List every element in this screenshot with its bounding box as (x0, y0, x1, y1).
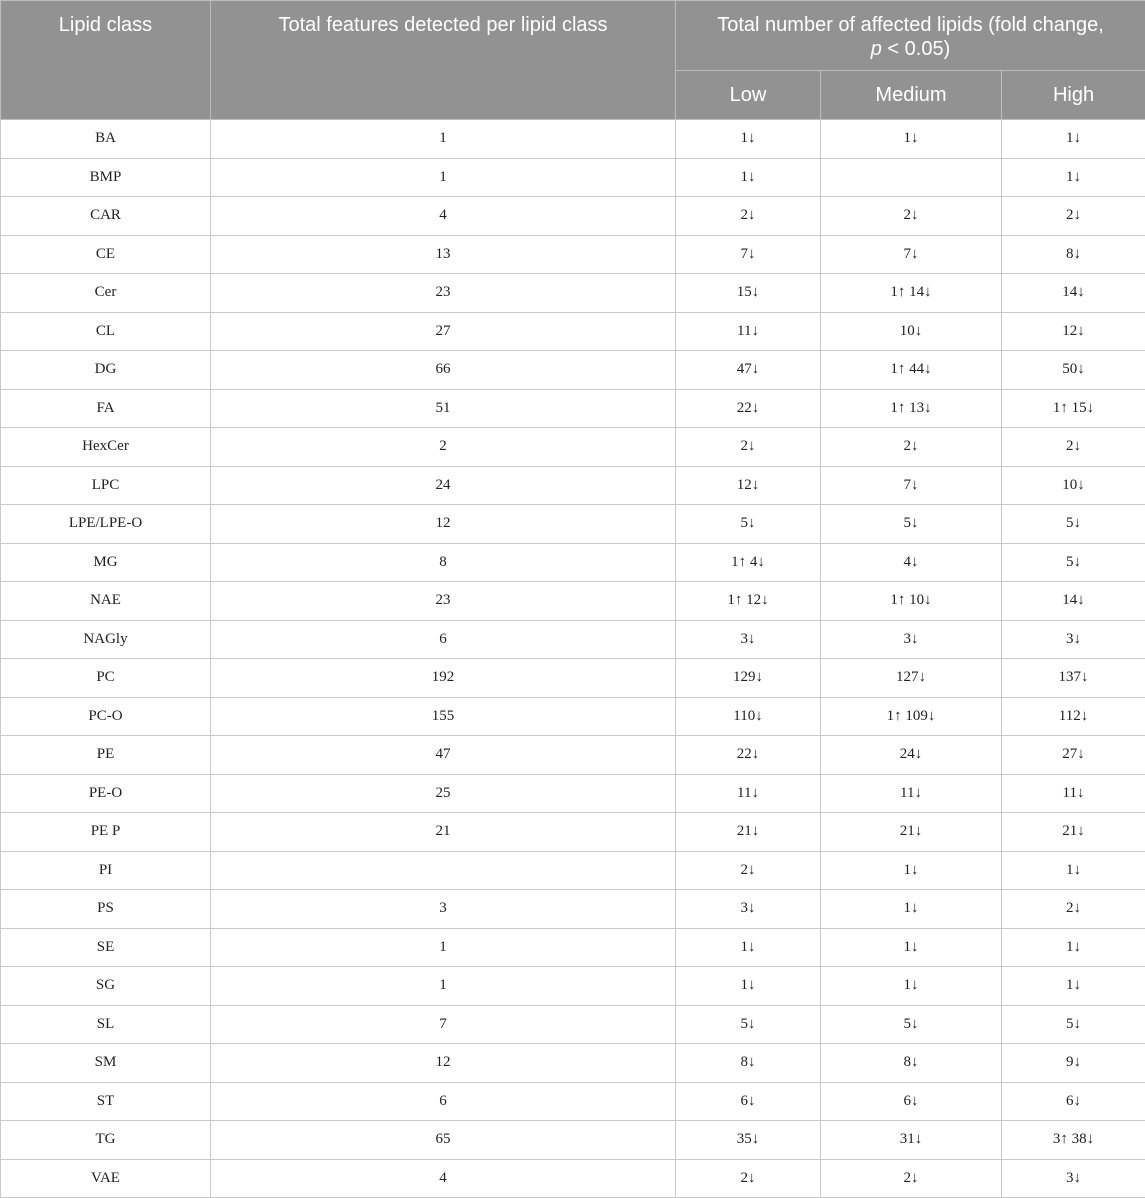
cell-lipid-class: SL (1, 1005, 211, 1044)
cell-high: 5↓ (1002, 1005, 1145, 1044)
cell-total-features: 65 (211, 1121, 676, 1160)
cell-medium: 5↓ (821, 505, 1002, 544)
cell-high: 3↓ (1002, 1159, 1145, 1198)
table-row (1, 505, 1145, 544)
cell-high: 21↓ (1002, 813, 1145, 852)
cell-medium: 4↓ (821, 543, 1002, 582)
header-affected-rest: < 0.05) (882, 38, 950, 60)
cell-total-features: 3 (211, 890, 676, 929)
cell-low: 129↓ (676, 659, 821, 698)
cell-medium: 7↓ (821, 235, 1002, 274)
cell-medium: 2↓ (821, 197, 1002, 236)
cell-total-features: 23 (211, 274, 676, 313)
table-row (1, 235, 1145, 274)
cell-low: 1↓ (676, 967, 821, 1006)
cell-medium: 24↓ (821, 736, 1002, 775)
cell-high: 2↓ (1002, 428, 1145, 467)
cell-low: 12↓ (676, 466, 821, 505)
cell-low: 2↓ (676, 428, 821, 467)
cell-low: 35↓ (676, 1121, 821, 1160)
cell-low: 11↓ (676, 312, 821, 351)
cell-total-features: 6 (211, 1082, 676, 1121)
cell-lipid-class: PC-O (1, 697, 211, 736)
cell-total-features: 66 (211, 351, 676, 390)
cell-medium: 6↓ (821, 1082, 1002, 1121)
cell-high: 14↓ (1002, 274, 1145, 313)
cell-lipid-class: PE P (1, 813, 211, 852)
header-lipid-class: Lipid class (1, 1, 211, 120)
table-row (1, 120, 1145, 159)
table-row (1, 389, 1145, 428)
cell-lipid-class: SE (1, 928, 211, 967)
header-row-1 (1, 1, 1145, 71)
header-low: Low (676, 70, 821, 119)
cell-total-features: 4 (211, 1159, 676, 1198)
header-high: High (1002, 70, 1145, 119)
table-row (1, 928, 1145, 967)
cell-medium: 5↓ (821, 1005, 1002, 1044)
cell-total-features: 1 (211, 928, 676, 967)
cell-high: 10↓ (1002, 466, 1145, 505)
table-row (1, 1044, 1145, 1083)
cell-medium: 2↓ (821, 1159, 1002, 1198)
table-row (1, 967, 1145, 1006)
cell-medium: 8↓ (821, 1044, 1002, 1083)
cell-lipid-class: ST (1, 1082, 211, 1121)
cell-medium: 10↓ (821, 312, 1002, 351)
table-row (1, 890, 1145, 929)
cell-total-features: 47 (211, 736, 676, 775)
cell-low: 1↑ 4↓ (676, 543, 821, 582)
cell-low: 22↓ (676, 389, 821, 428)
header-affected-p: p (871, 38, 882, 60)
cell-high: 3↓ (1002, 620, 1145, 659)
cell-medium: 1↓ (821, 967, 1002, 1006)
cell-medium: 1↑ 44↓ (821, 351, 1002, 390)
cell-lipid-class: MG (1, 543, 211, 582)
cell-lipid-class: TG (1, 1121, 211, 1160)
cell-lipid-class: PE-O (1, 774, 211, 813)
cell-medium: 31↓ (821, 1121, 1002, 1160)
cell-lipid-class: FA (1, 389, 211, 428)
cell-low: 1↓ (676, 120, 821, 159)
table-row (1, 582, 1145, 621)
cell-low: 15↓ (676, 274, 821, 313)
cell-medium: 1↓ (821, 120, 1002, 159)
cell-low: 11↓ (676, 774, 821, 813)
cell-high: 1↑ 15↓ (1002, 389, 1145, 428)
cell-total-features: 24 (211, 466, 676, 505)
cell-high: 2↓ (1002, 890, 1145, 929)
cell-high: 1↓ (1002, 158, 1145, 197)
cell-high: 6↓ (1002, 1082, 1145, 1121)
cell-lipid-class: BMP (1, 158, 211, 197)
cell-lipid-class: CE (1, 235, 211, 274)
cell-high: 50↓ (1002, 351, 1145, 390)
cell-total-features (211, 851, 676, 890)
cell-medium: 7↓ (821, 466, 1002, 505)
cell-lipid-class: BA (1, 120, 211, 159)
cell-low: 1↑ 12↓ (676, 582, 821, 621)
cell-low: 3↓ (676, 620, 821, 659)
cell-low: 2↓ (676, 1159, 821, 1198)
cell-high: 2↓ (1002, 197, 1145, 236)
cell-total-features: 1 (211, 120, 676, 159)
cell-lipid-class: DG (1, 351, 211, 390)
cell-medium: 1↑ 10↓ (821, 582, 1002, 621)
cell-total-features: 4 (211, 197, 676, 236)
cell-total-features: 1 (211, 967, 676, 1006)
cell-medium: 1↑ 13↓ (821, 389, 1002, 428)
cell-high: 1↓ (1002, 120, 1145, 159)
cell-high: 1↓ (1002, 851, 1145, 890)
cell-medium (821, 158, 1002, 197)
table-row (1, 466, 1145, 505)
cell-medium: 1↑ 14↓ (821, 274, 1002, 313)
cell-total-features: 25 (211, 774, 676, 813)
cell-high: 137↓ (1002, 659, 1145, 698)
cell-total-features: 8 (211, 543, 676, 582)
header-medium: Medium (821, 70, 1002, 119)
cell-medium: 1↓ (821, 928, 1002, 967)
header-affected-line1: Total number of affected lipids (fold change, (717, 14, 1104, 36)
cell-lipid-class: PC (1, 659, 211, 698)
table-row (1, 351, 1145, 390)
table-row (1, 274, 1145, 313)
table-row (1, 158, 1145, 197)
cell-medium: 127↓ (821, 659, 1002, 698)
table-row (1, 813, 1145, 852)
cell-total-features: 2 (211, 428, 676, 467)
cell-total-features: 21 (211, 813, 676, 852)
cell-medium: 1↓ (821, 851, 1002, 890)
table-row (1, 543, 1145, 582)
cell-medium: 21↓ (821, 813, 1002, 852)
cell-high: 1↓ (1002, 967, 1145, 1006)
cell-low: 5↓ (676, 1005, 821, 1044)
cell-high: 5↓ (1002, 543, 1145, 582)
cell-low: 1↓ (676, 158, 821, 197)
table-row (1, 312, 1145, 351)
cell-low: 7↓ (676, 235, 821, 274)
cell-high: 8↓ (1002, 235, 1145, 274)
cell-total-features: 12 (211, 505, 676, 544)
cell-lipid-class: SM (1, 1044, 211, 1083)
cell-total-features: 51 (211, 389, 676, 428)
header-total-features: Total features detected per lipid class (211, 1, 676, 120)
table-row (1, 774, 1145, 813)
cell-low: 5↓ (676, 505, 821, 544)
cell-low: 6↓ (676, 1082, 821, 1121)
table-row (1, 197, 1145, 236)
cell-high: 112↓ (1002, 697, 1145, 736)
table-row (1, 1121, 1145, 1160)
cell-lipid-class: CL (1, 312, 211, 351)
cell-total-features: 23 (211, 582, 676, 621)
cell-lipid-class: Cer (1, 274, 211, 313)
cell-lipid-class: NAE (1, 582, 211, 621)
cell-high: 9↓ (1002, 1044, 1145, 1083)
cell-low: 47↓ (676, 351, 821, 390)
cell-total-features: 13 (211, 235, 676, 274)
cell-high: 14↓ (1002, 582, 1145, 621)
table-row (1, 1082, 1145, 1121)
table-row (1, 620, 1145, 659)
table-row (1, 428, 1145, 467)
cell-lipid-class: NAGly (1, 620, 211, 659)
cell-lipid-class: VAE (1, 1159, 211, 1198)
cell-medium: 3↓ (821, 620, 1002, 659)
cell-high: 27↓ (1002, 736, 1145, 775)
cell-total-features: 192 (211, 659, 676, 698)
cell-high: 5↓ (1002, 505, 1145, 544)
cell-medium: 11↓ (821, 774, 1002, 813)
table-row (1, 1159, 1145, 1198)
cell-high: 12↓ (1002, 312, 1145, 351)
cell-lipid-class: PI (1, 851, 211, 890)
table-body (1, 120, 1145, 1198)
cell-lipid-class: HexCer (1, 428, 211, 467)
table-row (1, 736, 1145, 775)
cell-low: 21↓ (676, 813, 821, 852)
table-row (1, 697, 1145, 736)
cell-lipid-class: LPC (1, 466, 211, 505)
cell-low: 8↓ (676, 1044, 821, 1083)
cell-lipid-class: LPE/LPE-O (1, 505, 211, 544)
cell-low: 2↓ (676, 197, 821, 236)
cell-total-features: 7 (211, 1005, 676, 1044)
cell-low: 22↓ (676, 736, 821, 775)
cell-medium: 1↓ (821, 890, 1002, 929)
cell-medium: 2↓ (821, 428, 1002, 467)
cell-total-features: 155 (211, 697, 676, 736)
cell-low: 2↓ (676, 851, 821, 890)
table-row (1, 659, 1145, 698)
cell-low: 110↓ (676, 697, 821, 736)
table-header (1, 1, 1145, 120)
cell-lipid-class: CAR (1, 197, 211, 236)
cell-total-features: 1 (211, 158, 676, 197)
cell-lipid-class: SG (1, 967, 211, 1006)
header-affected-lipids (676, 1, 1145, 71)
table-row (1, 1005, 1145, 1044)
table-row (1, 851, 1145, 890)
cell-low: 1↓ (676, 928, 821, 967)
cell-high: 1↓ (1002, 928, 1145, 967)
cell-lipid-class: PE (1, 736, 211, 775)
cell-lipid-class: PS (1, 890, 211, 929)
cell-medium: 1↑ 109↓ (821, 697, 1002, 736)
cell-total-features: 12 (211, 1044, 676, 1083)
cell-high: 11↓ (1002, 774, 1145, 813)
cell-low: 3↓ (676, 890, 821, 929)
cell-total-features: 27 (211, 312, 676, 351)
cell-high: 3↑ 38↓ (1002, 1121, 1145, 1160)
cell-total-features: 6 (211, 620, 676, 659)
